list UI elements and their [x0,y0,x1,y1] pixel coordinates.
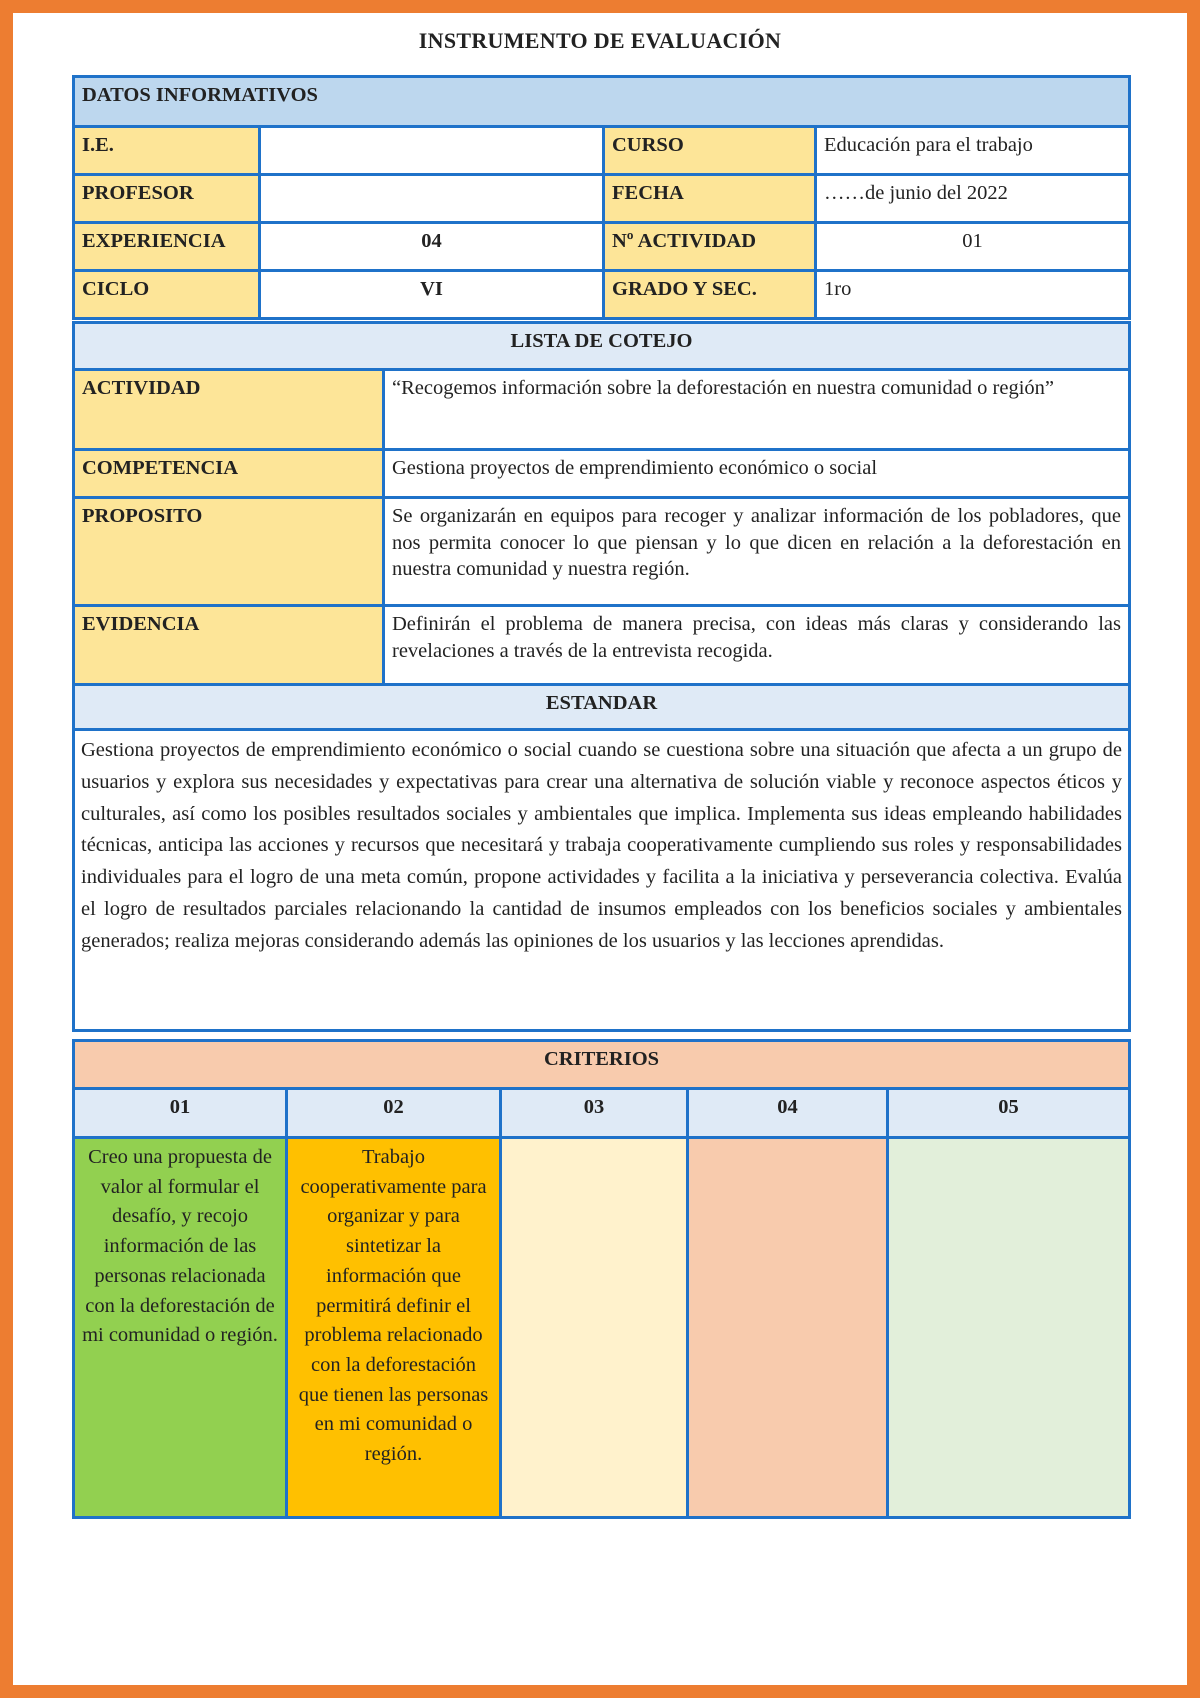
fecha-value: ……de junio del 2022 [816,175,1130,223]
actividad-number-label: Nº ACTIVIDAD [604,223,816,271]
criterio-number: 01 [74,1089,287,1138]
criterio-number: 02 [287,1089,501,1138]
criterio-cell-2: Trabajo cooperativamente para organizar y para sintetizar la información que permitirá definir el problema relacionado con la deforestación que tienen las personas en mi comunidad o región. [287,1138,501,1518]
estandar-header: ESTANDAR [74,685,1130,730]
curso-value: Educación para el trabajo [816,127,1130,175]
ie-label: I.E. [74,127,260,175]
criterio-cell-3 [501,1138,688,1518]
profesor-value [260,175,604,223]
profesor-label: PROFESOR [74,175,260,223]
cotejo-header: LISTA DE COTEJO [74,323,1130,370]
grado-value: 1ro [816,271,1130,319]
criterios-table [72,1039,1131,1519]
ciclo-value: VI [260,271,604,319]
proposito-label: PROPOSITO [74,498,384,606]
datos-informativos-table [72,75,1131,320]
actividad-label: ACTIVIDAD [74,370,384,450]
evidencia-value: Definirán el problema de manera precisa, con ideas más claras y considerando las revelaciones a través de la entrevista recogida. [384,606,1130,685]
criterio-cell-5 [888,1138,1130,1518]
lista-cotejo-table [72,321,1131,1032]
fecha-label: FECHA [604,175,816,223]
competencia-label: COMPETENCIA [74,450,384,498]
evidencia-label: EVIDENCIA [74,606,384,685]
criterio-number: 04 [688,1089,888,1138]
criterio-number: 03 [501,1089,688,1138]
estandar-text: Gestiona proyectos de emprendimiento económico o social cuando se cuestiona sobre una situación que afecta a un grupo de usuarios y explora sus necesidades y expectativas para crear una alternativa de solución viable y reconoce aspectos éticos y culturales, así como los posibles resultados sociales y ambientales que implica. Implementa sus ideas empleando habilidades técnicas, anticipa las acciones y recursos que necesitará y trabaja cooperativamente cumpliendo sus roles y responsabilidades individuales para el logro de una meta común, propone actividades y facilita a la iniciativa y perseverancia colectiva. Evalúa el logro de resultados parciales relacionando la cantidad de insumos empleados con los beneficios sociales y ambientales generados; realiza mejoras considerando además las opiniones de los usuarios y las lecciones aprendidas. [74,730,1130,1031]
datos-header: DATOS INFORMATIVOS [74,77,1130,127]
experiencia-value: 04 [260,223,604,271]
curso-label: CURSO [604,127,816,175]
actividad-value: “Recogemos información sobre la deforestación en nuestra comunidad o región” [384,370,1130,450]
criterio-cell-4 [688,1138,888,1518]
grado-label: GRADO Y SEC. [604,271,816,319]
document-title: INSTRUMENTO DE EVALUACIÓN [418,28,782,53]
competencia-value: Gestiona proyectos de emprendimiento económico o social [384,450,1130,498]
actividad-number-value: 01 [816,223,1130,271]
experiencia-label: EXPERIENCIA [74,223,260,271]
proposito-value: Se organizarán en equipos para recoger y analizar información de los pobladores, que nos permita conocer lo que piensan y lo que dicen en relación a la deforestación en nuestra comunidad y nuestra región. [384,498,1130,606]
criterio-number: 05 [888,1089,1130,1138]
ie-value [260,127,604,175]
criterio-cell-1: Creo una propuesta de valor al formular el desafío, y recojo información de las personas relacionada con la deforestación de mi comunidad o región. [74,1138,287,1518]
ciclo-label: CICLO [74,271,260,319]
criterios-header: CRITERIOS [74,1041,1130,1089]
